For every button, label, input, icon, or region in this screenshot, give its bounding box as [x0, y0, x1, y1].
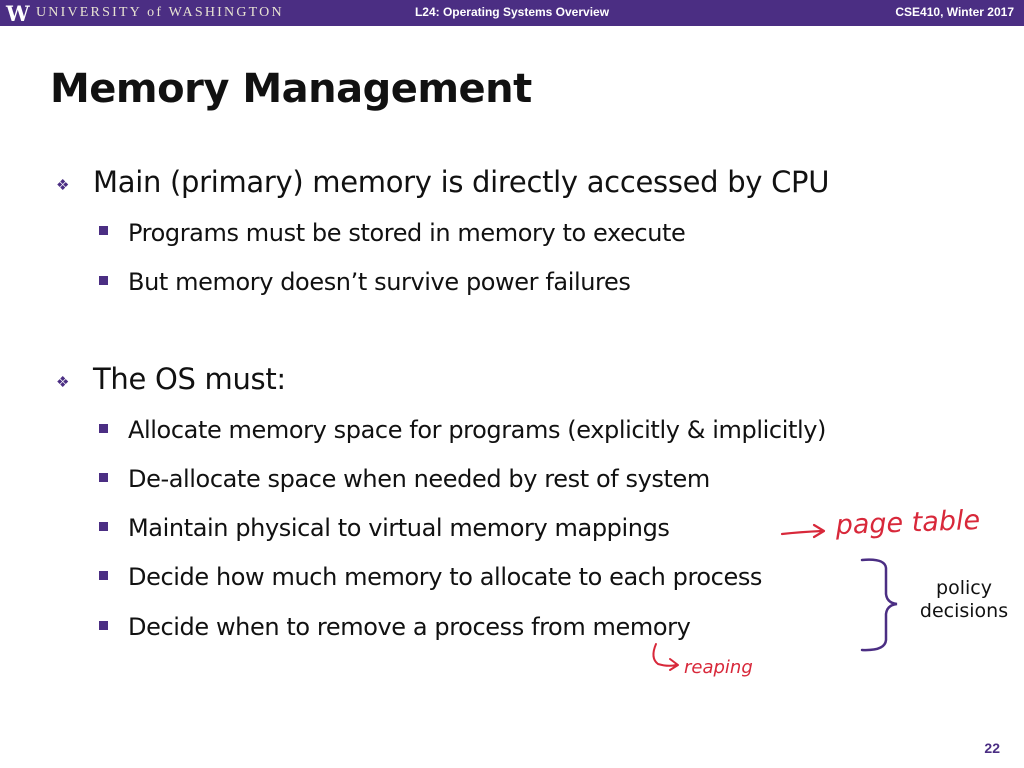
course-label: CSE410, Winter 2017	[895, 5, 1014, 19]
bullet-main-memory: Main (primary) memory is directly accessed by CPU	[93, 165, 830, 199]
diamond-bullet-icon: ❖	[56, 374, 70, 391]
sub-bullet-mappings: Maintain physical to virtual memory mappings	[128, 514, 670, 542]
arrow-icon	[782, 525, 824, 537]
sub-bullet-programs-stored: Programs must be stored in memory to execute	[128, 219, 686, 247]
university-wordmark: UNIVERSITY of WASHINGTON	[36, 5, 284, 20]
sub-bullet-when-remove: Decide when to remove a process from memory	[128, 613, 691, 641]
hooked-arrow-icon	[653, 644, 678, 670]
sub-bullet-deallocate: De-allocate space when needed by rest of system	[128, 465, 710, 493]
uw-logo-icon: W	[6, 1, 29, 26]
sub-bullet-how-much: Decide how much memory to allocate to each process	[128, 563, 763, 591]
reaping-annotation: reaping	[684, 657, 753, 678]
policy-note-line: decisions	[919, 600, 1009, 622]
lecture-title: L24: Operating Systems Overview	[414, 5, 610, 19]
sub-bullet-power-failures: But memory doesn’t survive power failures	[128, 268, 631, 296]
sub-bullet-allocate: Allocate memory space for programs (explicitly & implicitly)	[128, 416, 827, 444]
diamond-bullet-icon: ❖	[56, 177, 70, 194]
policy-note-line: policy	[936, 577, 992, 599]
curly-brace-icon	[862, 560, 897, 650]
slide-title: Memory Management	[50, 66, 532, 112]
bullet-os-must: The OS must:	[93, 362, 286, 396]
page-table-annotation: page table	[835, 504, 981, 541]
page-number: 22	[984, 740, 1000, 756]
